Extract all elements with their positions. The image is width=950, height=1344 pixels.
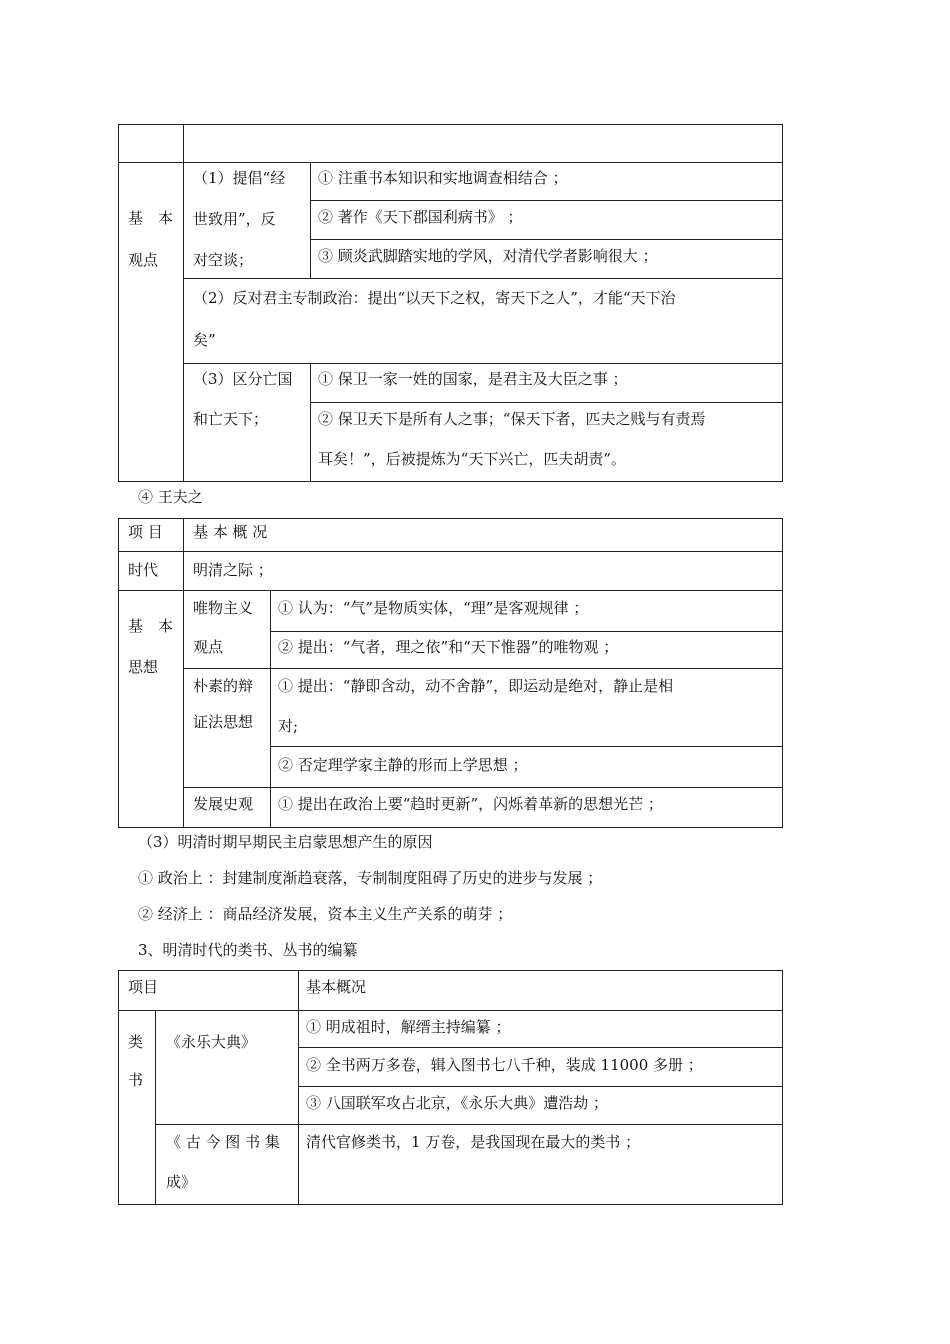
yongle-label: 《永乐大典》	[166, 1033, 257, 1051]
basic-thought-label-2: 思想	[128, 658, 159, 676]
point1-item: ② 著作《天下郡国利病书》 ；	[318, 208, 523, 226]
category-label-2: 书	[128, 1071, 144, 1089]
header-item: 项目	[128, 978, 159, 996]
cause-item: ② 经济上 ：商品经济发展，资本主义生产关系的萌芽 ；	[138, 905, 513, 923]
category-label: 类	[128, 1033, 144, 1051]
basic-view-label-2: 观点	[128, 251, 159, 269]
history-view-item: ① 提出在政治上要“趋时更新”，闪烁着革新的思想光芒 ；	[278, 795, 663, 813]
yongle-item: ② 全书两万多卷，辑入图书七八千种，装成 11000 多册 ；	[306, 1056, 703, 1074]
point3-title-2: 和亡天下；	[193, 410, 269, 428]
point1-title-3: 对空谈；	[193, 251, 254, 269]
point3-item: ① 保卫一家一姓的国家，是君主及大臣之事 ；	[318, 370, 628, 388]
point2-text: （2）反对君主专制政治：提出“以天下之权，寄天下之人”，才能“天下治	[193, 289, 676, 307]
cause-item: ① 政治上 ：封建制度渐趋衰落，专制制度阻碍了历史的进步与发展 ；	[138, 869, 603, 887]
point2-text-2: 矣”	[193, 331, 216, 349]
gujin-label: 《 古 今 图 书 集	[166, 1133, 280, 1151]
point3-item-2: ② 保卫天下是所有人之事；“保天下者，匹夫之贱与有责焉	[318, 410, 706, 428]
materialism-item: ① 认为：“气”是物质实体，“理”是客观规律 ；	[278, 599, 589, 617]
header-overview: 基 本 概 况	[193, 523, 268, 541]
yongle-item: ③ 八国联军攻占北京，《永乐大典》遭浩劫 ；	[306, 1094, 609, 1112]
era-value: 明清之际 ；	[193, 561, 273, 579]
history-view-label: 发展史观	[193, 795, 254, 813]
dialectics-item-2: ② 否定理学家主静的形而上学思想 ；	[278, 756, 528, 774]
dialectics-label: 朴素的辩	[193, 677, 254, 695]
point3-item-2b: 耳矣！”，后被提炼为“天下兴亡，匹夫胡责”。	[318, 450, 627, 468]
era-label: 时代	[128, 561, 159, 579]
point1-title-2: 世致用”，反	[193, 210, 276, 228]
dialectics-item-b: 对;	[278, 717, 299, 735]
basic-thought-label: 基 本	[128, 617, 174, 635]
dialectics-item: ① 提出：“静即含动，动不舍静”，即运动是绝对，静止是相	[278, 677, 674, 695]
gujin-value: 清代官修类书，1 万卷，是我国现在最大的类书 ；	[306, 1133, 641, 1151]
section-heading-causes: （3）明清时期早期民主启蒙思想产生的原因	[138, 833, 433, 851]
gujin-label-2: 成》	[166, 1173, 197, 1191]
materialism-item: ② 提出：“气者，理之依”和“天下惟器”的唯物观 ；	[278, 638, 619, 656]
point3-title: （3）区分亡国	[193, 370, 293, 388]
yongle-item: ① 明成祖时，解缙主持编纂 ；	[306, 1018, 511, 1036]
dialectics-label-2: 证法思想	[193, 713, 254, 731]
point1-item: ③ 顾炎武脚踏实地的学风，对清代学者影响很大 ；	[318, 247, 658, 265]
point1-title: （1）提倡“经	[193, 169, 286, 187]
header-item: 项 目	[128, 523, 163, 541]
basic-view-label: 基 本	[128, 209, 174, 227]
header-overview: 基本概况	[306, 978, 367, 996]
section-heading-wangfuzhi: ④ 王夫之	[138, 488, 203, 506]
materialism-label: 唯物主义	[193, 599, 254, 617]
materialism-label-2: 观点	[193, 638, 224, 656]
point1-item: ① 注重书本知识和实地调查相结合 ；	[318, 169, 568, 187]
heading-compilations: 3、明清时代的类书、丛书的编纂	[138, 941, 358, 959]
